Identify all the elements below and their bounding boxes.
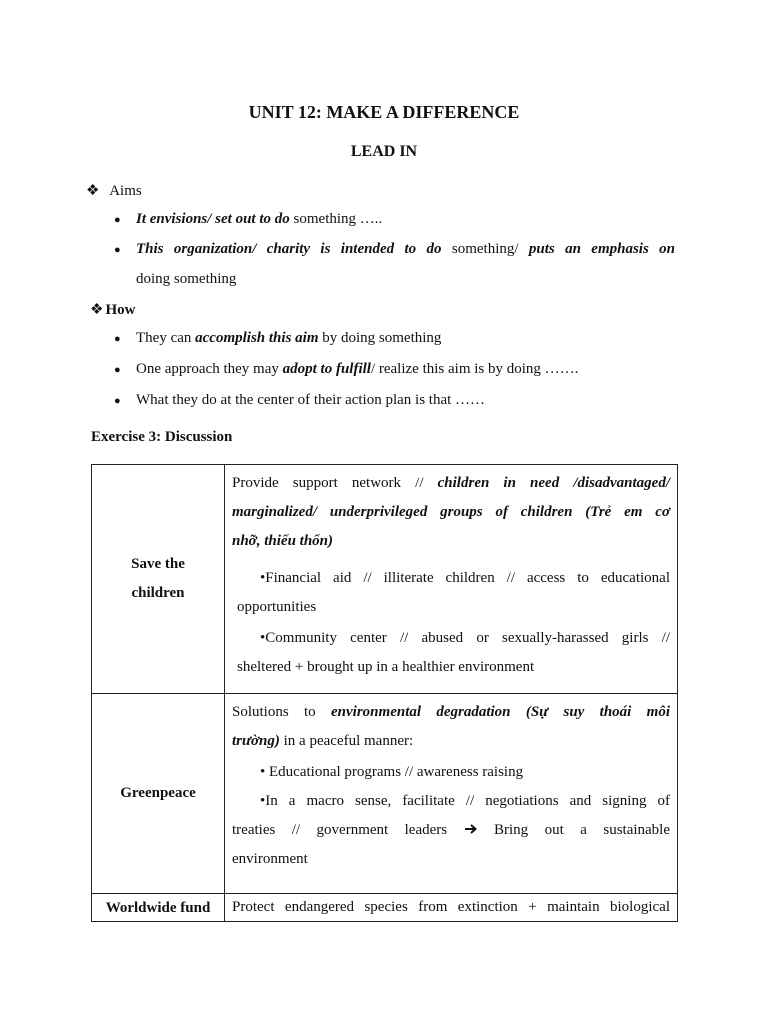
how-item-2-pre: One approach they may xyxy=(136,361,283,377)
aims-item-1-emphasis: It envisions/ set out to do xyxy=(136,211,290,227)
desc-emphasis: nhỡ, thiếu thốn) xyxy=(232,533,334,549)
bullet-text-continued: Bring out a sustainable xyxy=(494,822,671,838)
bullet-text-continued: environment xyxy=(232,851,308,867)
how-item-2-emphasis: adopt to fulfill xyxy=(282,361,371,377)
bullet-text-continued: opportunities xyxy=(237,599,317,615)
desc-bullet-line xyxy=(232,787,670,816)
aims-item-1-text: something ….. xyxy=(289,211,383,227)
how-item-1 xyxy=(114,330,442,347)
bullet-icon: • xyxy=(260,570,266,586)
desc-line xyxy=(232,698,670,727)
how-item-1-post: by doing something xyxy=(318,330,442,346)
desc-emphasis: children in need /disadvantaged/ xyxy=(437,475,671,491)
desc-text: in a peaceful manner: xyxy=(279,733,414,749)
bullet-text: Community center // abused or sexually-harassed girls // xyxy=(265,630,670,646)
org-name-line-1: Save the xyxy=(131,556,185,572)
bullet-icon: ● xyxy=(114,333,121,345)
bullet-text-continued: sheltered + brought up in a healthier environment xyxy=(237,659,535,675)
desc-line xyxy=(232,727,670,756)
bullet-icon: ● xyxy=(114,395,121,407)
aims-item-2-emphasis-1: This organization/ charity is intended to do xyxy=(136,241,442,257)
desc-bullet-line xyxy=(232,758,670,787)
bullet-text-continued: treaties // government leaders xyxy=(232,822,448,838)
description-cell-worldwide-fund xyxy=(225,894,678,922)
aims-heading: Aims xyxy=(109,183,142,199)
aims-item-2-line2: doing something xyxy=(136,271,237,287)
how-item-2 xyxy=(114,361,579,378)
how-item-3 xyxy=(114,392,486,409)
desc-line: Protect endangered species from extinction + maintain biological xyxy=(232,899,670,915)
bullet-icon: ● xyxy=(114,244,121,256)
desc-line xyxy=(232,469,670,498)
desc-line xyxy=(232,498,670,527)
desc-emphasis: marginalized/ underprivileged groups of children (Trẻ em cơ xyxy=(232,504,670,520)
how-item-1-pre: They can xyxy=(136,330,196,346)
how-heading: How xyxy=(105,302,136,318)
diamond-bullet-icon: ❖ xyxy=(86,183,100,199)
org-cell-greenpeace: Greenpeace xyxy=(92,694,225,894)
bullet-icon: • xyxy=(260,764,266,780)
description-cell-save-the-children xyxy=(225,465,678,694)
how-heading-row xyxy=(90,300,135,319)
how-item-3-text: What they do at the center of their action plan is that …… xyxy=(136,392,486,408)
aims-item-2-mid: something/ xyxy=(451,241,519,257)
bullet-icon: ● xyxy=(114,214,121,226)
bullet-text: Educational programs // awareness raising xyxy=(269,764,524,780)
aims-item-2-emphasis-2: puts an emphasis on xyxy=(528,241,675,257)
table-row xyxy=(92,465,678,694)
discussion-table xyxy=(91,464,678,922)
desc-line xyxy=(232,527,670,556)
page-title: UNIT 12: MAKE A DIFFERENCE xyxy=(248,102,520,122)
org-cell-save-the-children xyxy=(92,465,225,694)
org-name-line-2: children xyxy=(131,585,185,601)
bullet-text: Financial aid // illiterate children // access to educational xyxy=(265,570,670,586)
aims-item-2 xyxy=(114,241,121,258)
exercise-heading: Exercise 3: Discussion xyxy=(91,429,233,445)
bullet-icon: • xyxy=(260,630,266,646)
org-cell-worldwide-fund: Worldwide fund xyxy=(92,894,225,922)
desc-text: Provide support network // xyxy=(232,475,424,491)
arrow-right-icon xyxy=(464,822,494,838)
table-row xyxy=(92,694,678,894)
bullet-text: In a macro sense, facilitate // negotiations and signing of xyxy=(265,793,670,809)
desc-text: Solutions to xyxy=(232,704,316,720)
aims-heading-row xyxy=(86,181,142,200)
desc-line xyxy=(232,816,670,845)
table-row xyxy=(92,894,678,922)
desc-emphasis: trường) xyxy=(232,733,280,749)
desc-bullet-line xyxy=(232,624,670,653)
aims-item-1 xyxy=(114,211,383,228)
bullet-icon: • xyxy=(260,793,266,809)
how-item-1-emphasis: accomplish this aim xyxy=(195,330,319,346)
aims-item-2-line1 xyxy=(136,241,675,258)
description-cell-greenpeace xyxy=(225,694,678,894)
how-item-2-post: / realize this aim is by doing ……. xyxy=(370,361,579,377)
section-subtitle: LEAD IN xyxy=(350,143,418,160)
diamond-bullet-icon: ❖ xyxy=(90,302,104,318)
desc-emphasis: environmental degradation (Sự suy thoái môi xyxy=(331,704,670,720)
bullet-icon: ● xyxy=(114,364,121,376)
desc-bullet-line xyxy=(232,564,670,593)
